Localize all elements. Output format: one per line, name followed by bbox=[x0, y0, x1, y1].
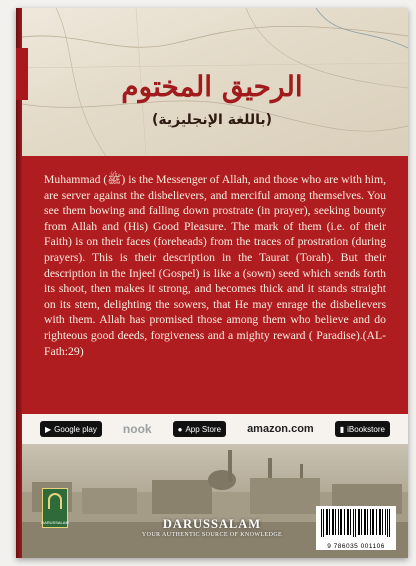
isbn-number: 9 786035 001106 bbox=[327, 543, 385, 550]
publisher-brand bbox=[132, 517, 292, 538]
app-store-badge[interactable] bbox=[173, 421, 226, 437]
isbn-barcode bbox=[316, 506, 396, 550]
ibookstore-label: iBookstore bbox=[347, 424, 385, 434]
google-play-badge[interactable] bbox=[40, 421, 102, 437]
app-store-label: App Store bbox=[185, 424, 222, 434]
google-play-label: Google play bbox=[54, 424, 97, 434]
quote-panel bbox=[22, 156, 408, 414]
arch-icon bbox=[48, 493, 62, 509]
play-icon: ▶ bbox=[45, 424, 52, 434]
red-accent-bar bbox=[16, 48, 28, 100]
book-back-cover bbox=[16, 8, 408, 558]
arabic-subtitle: (باللغة الإنجليزية) bbox=[151, 112, 272, 128]
publisher-logo bbox=[42, 488, 68, 528]
arabic-title: الرحيق المختوم bbox=[121, 70, 303, 103]
publisher-name: DARUSSALAM bbox=[162, 517, 262, 531]
ibookstore-badge[interactable] bbox=[335, 421, 390, 437]
apple-icon: ● bbox=[177, 424, 183, 434]
amazon-badge[interactable]: amazon.com bbox=[247, 423, 314, 435]
logo-label: DARUSSALAM bbox=[41, 520, 69, 525]
quote-text: Muhammad (ﷺ) is the Messenger of Allah, and those who are with him, are server against the disbelievers, and merciful among themselves. You see them bowing and falling down prostrate (in prayer), seeking bounty from Allah and (His) Good Pleasure. The mark of them (i.e. of their Faith) is on their faces (foreheads) from the traces of prostration (during prayers). This is their description in the Taurat (Torah). But their description in the Injeel (Gospel) is like a (sown) seed which sends forth its shoot, then makes it strong, and becomes thick and it stands straight on its stem, delighting the sowers, that He may enrage the disbelievers with them. Allah has promised those among them who believe and do righteous good deeds, forgiveness and a mighty reward ( Paradise).(AL-Fath:29) bbox=[44, 173, 386, 358]
nook-badge[interactable]: nook bbox=[122, 422, 152, 436]
publisher-tagline: YOUR AUTHENTIC SOURCE OF KNOWLEDGE bbox=[141, 532, 283, 538]
store-badges bbox=[22, 414, 408, 444]
barcode-bars bbox=[320, 509, 392, 537]
book-icon: ▮ bbox=[339, 424, 345, 434]
